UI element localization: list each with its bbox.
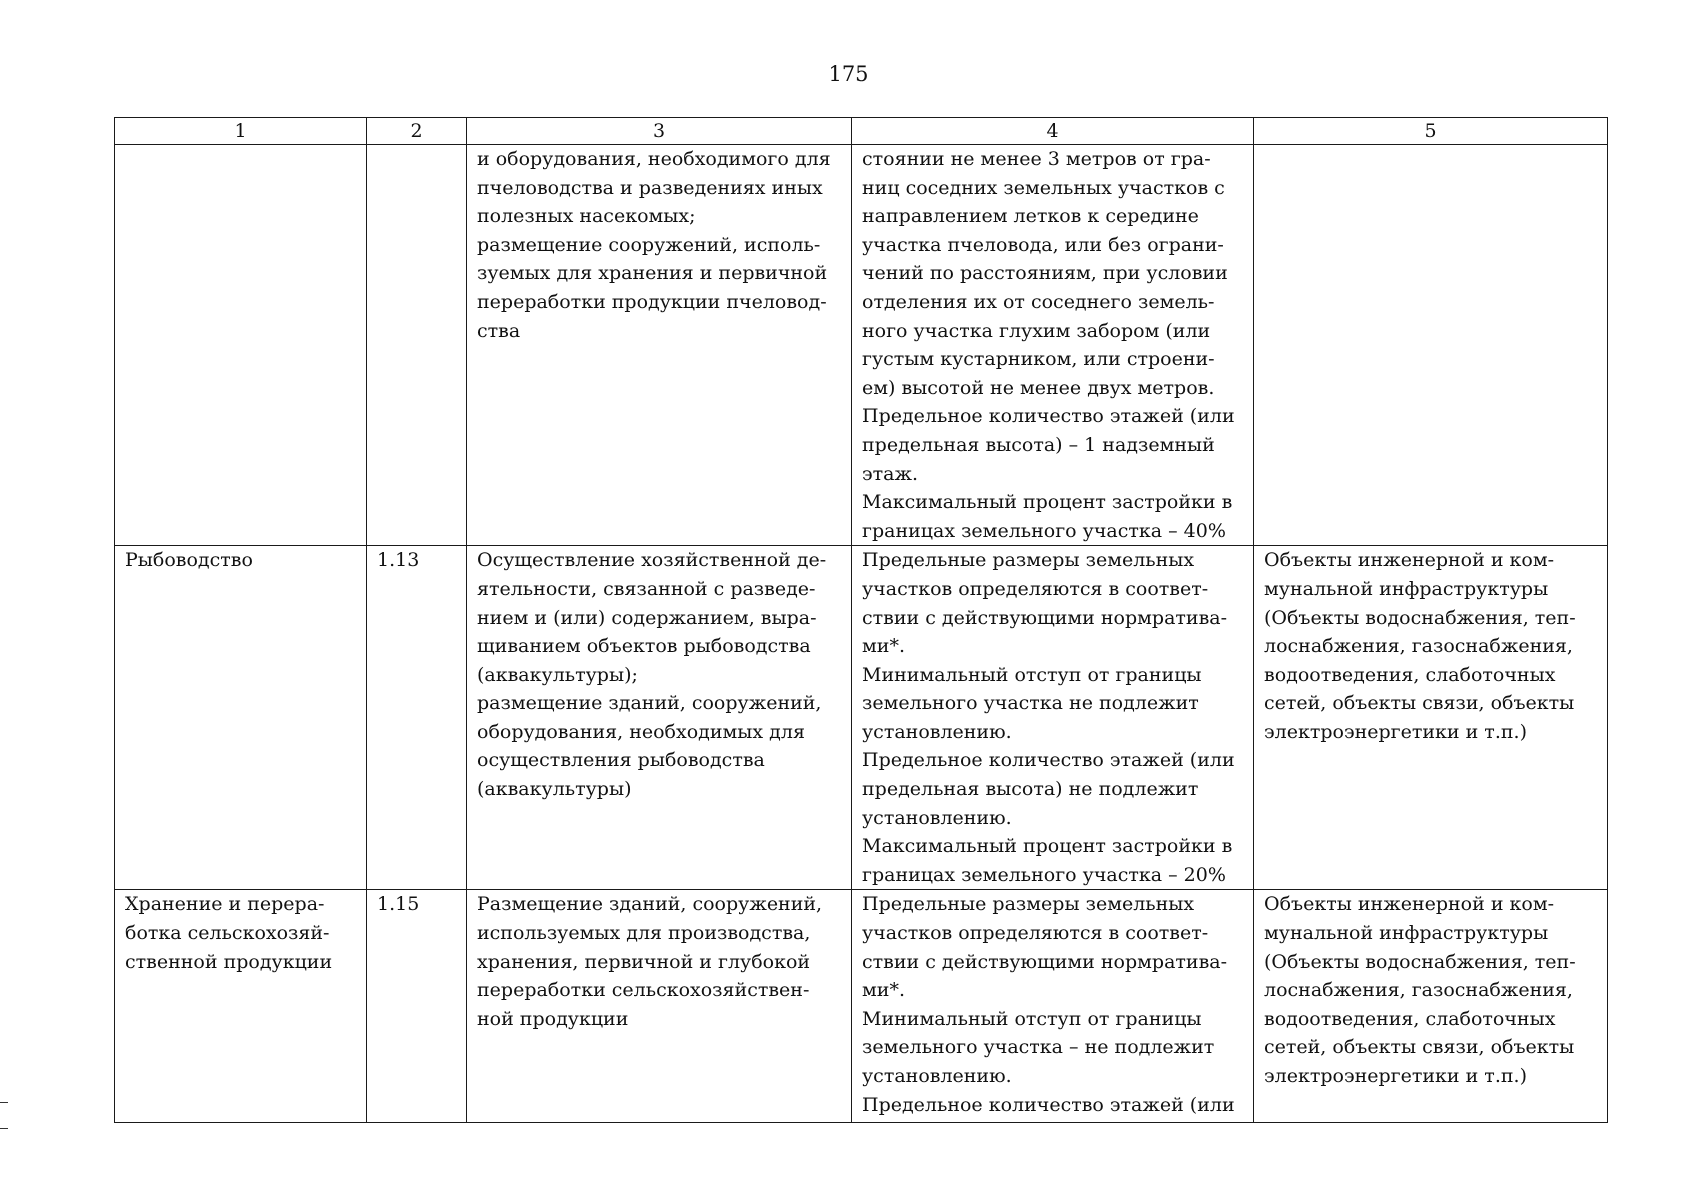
cell-text-line: земельного участка – не подлежит bbox=[862, 1036, 1215, 1059]
table-row bbox=[115, 546, 1608, 890]
cell-text-line: Минимальный отступ от границы bbox=[862, 663, 1202, 686]
cell-text-line: этаж. bbox=[862, 462, 918, 485]
cell-text-line: оборудования, необходимых для bbox=[477, 720, 805, 743]
cell-text-line: чений по расстояниям, при условии bbox=[862, 262, 1228, 285]
cell-text-line: ми*. bbox=[862, 635, 905, 658]
cell-text-line: участков определяются в соответ- bbox=[862, 922, 1209, 945]
use-name-cell bbox=[115, 145, 367, 546]
use-parameters-cell bbox=[852, 145, 1254, 546]
cell-text-line: установлению. bbox=[862, 806, 1012, 829]
cell-text-line: полезных насекомых; bbox=[477, 205, 696, 228]
use-description-cell bbox=[467, 145, 852, 546]
cell-text-line: электроэнергетики и т.п.) bbox=[1264, 1065, 1527, 1087]
use-code-cell: 1.13 bbox=[367, 546, 467, 890]
cell-text-line: сетей, объекты связи, объекты bbox=[1264, 692, 1575, 715]
cell-text-line: ной продукции bbox=[477, 1007, 629, 1030]
cell-text-line: отделения их от соседнего земель- bbox=[862, 290, 1215, 313]
cell-text-line: сетей, объекты связи, объекты bbox=[1264, 1036, 1575, 1059]
zoning-table bbox=[114, 117, 1608, 1123]
cell-text-line: ми*. bbox=[862, 979, 905, 1002]
cell-text-line: (Объекты водоснабжения, теп- bbox=[1264, 606, 1576, 629]
cell-text-line: земельного участка не подлежит bbox=[862, 692, 1199, 715]
cell-text-line: стоянии не менее 3 метров от гра- bbox=[862, 148, 1211, 170]
margin-mark bbox=[0, 1128, 8, 1129]
use-parameters-cell bbox=[852, 546, 1254, 890]
header-col-2: 2 bbox=[367, 118, 467, 145]
cell-text-line: мунальной инфраструктуры bbox=[1264, 922, 1549, 945]
cell-text-line: Хранение и перера- bbox=[125, 893, 325, 916]
cell-text-line: Предельное количество этажей (или bbox=[862, 749, 1235, 772]
cell-text-line: Размещение зданий, сооружений, bbox=[477, 893, 823, 916]
use-description-cell bbox=[467, 546, 852, 890]
cell-text-line: Объекты инженерной и ком- bbox=[1264, 893, 1555, 916]
header-col-3: 3 bbox=[467, 118, 852, 145]
header-col-4: 4 bbox=[852, 118, 1254, 145]
cell-text-line: щиванием объектов рыбоводства bbox=[477, 635, 811, 658]
cell-text-line: границах земельного участка – 40% bbox=[862, 519, 1226, 542]
table-row bbox=[115, 890, 1608, 1123]
cell-text-line: водоотведения, слаботочных bbox=[1264, 1007, 1556, 1030]
cell-text-line: Максимальный процент застройки в bbox=[862, 491, 1233, 514]
cell-text-line: электроэнергетики и т.п.) bbox=[1264, 720, 1527, 743]
table-row bbox=[115, 145, 1608, 546]
margin-mark bbox=[0, 1102, 8, 1103]
header-row bbox=[115, 118, 1608, 145]
cell-text-line: водоотведения, слаботочных bbox=[1264, 663, 1556, 686]
cell-text-line: переработки сельскохозяйствен- bbox=[477, 979, 810, 1002]
auxiliary-uses-cell bbox=[1254, 890, 1608, 1123]
cell-text-line: (аквакультуры) bbox=[477, 778, 632, 801]
cell-text-line: лоснабжения, газоснабжения, bbox=[1264, 979, 1573, 1002]
cell-text-line: нием и (или) содержанием, выра- bbox=[477, 606, 817, 629]
cell-text-line: густым кустарником, или строени- bbox=[862, 348, 1215, 371]
cell-text-line: (Объекты водоснабжения, теп- bbox=[1264, 950, 1576, 973]
cell-text-line: ятельности, связанной с разведе- bbox=[477, 577, 816, 600]
use-name-cell bbox=[115, 890, 367, 1123]
use-code-cell: 1.15 bbox=[367, 890, 467, 1123]
cell-text-line: направлением летков к середине bbox=[862, 205, 1199, 228]
cell-text-line: участков определяются в соответ- bbox=[862, 577, 1209, 600]
cell-text-line: установлению. bbox=[862, 720, 1012, 743]
cell-text-line: пчеловодства и разведениях иных bbox=[477, 176, 823, 199]
cell-text-line: Предельные размеры земельных bbox=[862, 549, 1195, 572]
cell-text-line: ственной продукции bbox=[125, 950, 333, 973]
cell-text-line: ниц соседних земельных участков с bbox=[862, 176, 1225, 199]
cell-text-line: хранения, первичной и глубокой bbox=[477, 950, 811, 973]
cell-text-line: участка пчеловода, или без ограни- bbox=[862, 233, 1224, 256]
cell-text-line: Максимальный процент застройки в bbox=[862, 835, 1233, 858]
cell-text-line: осуществления рыбоводства bbox=[477, 749, 765, 772]
page-number: 175 bbox=[828, 62, 869, 86]
auxiliary-uses-cell bbox=[1254, 145, 1608, 546]
cell-text-line: предельная высота) не подлежит bbox=[862, 778, 1199, 801]
cell-text-line: мунальной инфраструктуры bbox=[1264, 577, 1549, 600]
cell-text-line: размещение зданий, сооружений, bbox=[477, 692, 822, 715]
cell-text-line: Осуществление хозяйственной де- bbox=[477, 549, 827, 572]
cell-text-line: зуемых для хранения и первичной bbox=[477, 262, 828, 285]
use-description-cell bbox=[467, 890, 852, 1123]
cell-text-line: ного участка глухим забором (или bbox=[862, 319, 1211, 342]
cell-text-line: (аквакультуры); bbox=[477, 663, 638, 686]
header-col-1: 1 bbox=[115, 118, 367, 145]
cell-text-line: установлению. bbox=[862, 1065, 1012, 1087]
cell-text-line: ствии с действующими нормратива- bbox=[862, 950, 1228, 973]
cell-text-line: Объекты инженерной и ком- bbox=[1264, 549, 1555, 572]
cell-text-line: переработки продукции пчеловод- bbox=[477, 290, 827, 313]
header-col-5: 5 bbox=[1254, 118, 1608, 145]
cell-text-line: Минимальный отступ от границы bbox=[862, 1007, 1202, 1030]
cell-text-line: предельная высота) – 1 надземный bbox=[862, 433, 1215, 456]
cell-text-line: размещение сооружений, исполь- bbox=[477, 233, 821, 256]
cell-text-line: Предельное количество этажей (или bbox=[862, 1093, 1235, 1116]
use-name-cell bbox=[115, 546, 367, 890]
cell-text-line: и оборудования, необходимого для bbox=[477, 148, 831, 170]
use-code-cell bbox=[367, 145, 467, 546]
cell-text-line: Предельное количество этажей (или bbox=[862, 405, 1235, 428]
cell-text-line: границах земельного участка – 20% bbox=[862, 863, 1226, 886]
cell-text-line: лоснабжения, газоснабжения, bbox=[1264, 635, 1573, 658]
cell-text-line: используемых для производства, bbox=[477, 922, 811, 945]
cell-text-line: Рыбоводство bbox=[125, 549, 253, 572]
cell-text-line: ем) высотой не менее двух метров. bbox=[862, 376, 1215, 399]
cell-text-line: ствии с действующими нормратива- bbox=[862, 606, 1228, 629]
cell-text-line: ства bbox=[477, 319, 521, 342]
cell-text-line: Предельные размеры земельных bbox=[862, 893, 1195, 916]
cell-text-line: ботка сельскохозяй- bbox=[125, 922, 330, 945]
auxiliary-uses-cell bbox=[1254, 546, 1608, 890]
use-parameters-cell bbox=[852, 890, 1254, 1123]
